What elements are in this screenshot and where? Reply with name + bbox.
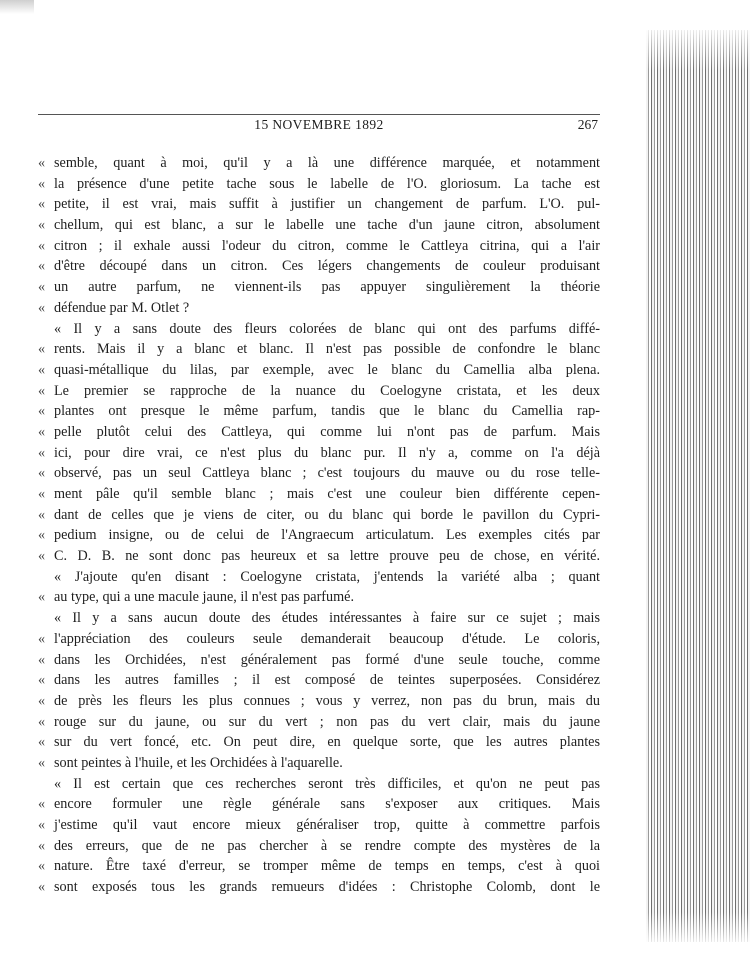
text-line <box>38 836 600 857</box>
quote-mark: « <box>38 299 46 316</box>
text-line <box>38 381 600 402</box>
quote-mark: « <box>38 630 46 647</box>
line-text: ment pâle qu'il semble blanc ; mais c'est une couleur bien différente cepen- <box>54 486 600 502</box>
quote-mark: « <box>38 754 46 771</box>
quote-mark: « <box>38 279 46 296</box>
quote-mark: « <box>38 672 46 689</box>
quote-mark: « <box>38 341 46 358</box>
quote-mark: « <box>38 817 46 833</box>
text-line <box>38 505 600 526</box>
quote-mark: « <box>38 713 46 730</box>
text-line <box>38 608 600 629</box>
line-text: j'estime qu'il vaut encore mieux généraliser trop, quitte à commettre parfois <box>54 817 600 833</box>
line-text: dant de celles que je viens de citer, ou du blanc qui borde le pavillon du Cypri- <box>54 506 600 523</box>
line-text: quasi-métallique du lilas, par exemple, avec le blanc du Camellia alba plena. <box>54 361 600 378</box>
running-head <box>38 114 600 139</box>
text-line <box>38 856 600 877</box>
text-line <box>38 256 600 277</box>
quote-mark: « <box>38 196 46 213</box>
quote-mark: « <box>38 403 46 420</box>
quote-mark: « <box>38 361 46 378</box>
text-line <box>38 443 600 464</box>
line-text: pedium insigne, ou de celui de l'Angraecum articulatum. Les exemples cités par <box>54 527 600 544</box>
line-text: rents. Mais il y a blanc et blanc. Il n'est pas possible de confondre le blanc <box>54 341 600 358</box>
text-line <box>38 732 600 753</box>
text-line <box>38 174 600 195</box>
text-line <box>38 422 600 443</box>
quote-mark: « <box>38 175 46 192</box>
quote-mark: « <box>38 237 46 254</box>
line-text: C. D. B. ne sont donc pas heureux et sa lettre prouve peu de chose, en vérité. <box>54 548 600 565</box>
line-text: au type, qui a une macule jaune, il n'est pas parfumé. <box>54 589 354 606</box>
text-line <box>38 277 600 298</box>
text-line <box>38 670 600 691</box>
text-body <box>38 153 600 898</box>
text-line <box>38 587 600 608</box>
text-line <box>38 360 600 381</box>
line-text: plantes ont presque le même parfum, tandis que le blanc du Camellia rap- <box>54 403 600 420</box>
line-text: pelle plutôt celui des Cattleya, qui comme lui n'ont pas de parfum. Mais <box>54 423 600 440</box>
line-text: « Il y a sans doute des fleurs colorées de blanc qui ont des parfums diffé- <box>54 320 600 337</box>
line-text: de près les fleurs les plus connues ; vous y verrez, non pas du brun, mais du <box>54 692 600 709</box>
line-text: observé, pas un seul Cattleya blanc ; c'est toujours du mauve ou du rose telle- <box>54 465 600 482</box>
text-line <box>38 650 600 671</box>
quote-mark: « <box>38 734 46 751</box>
line-text: la présence d'une petite tache sous le labelle de l'O. gloriosum. La tache est <box>54 175 600 192</box>
text-line <box>38 319 600 340</box>
line-text: Le premier se rapproche de la nuance du Coelogyne cristata, et les deux <box>54 382 600 399</box>
quote-mark: « <box>38 879 46 896</box>
quote-mark: « <box>38 444 46 461</box>
quote-mark: « <box>38 465 46 482</box>
line-text: d'être découpé dans un citron. Ces légers changements de couleur produisant <box>54 258 600 275</box>
book-page-edges <box>646 30 750 942</box>
line-text: sont exposés tous les grands remueurs d'idées : Christophe Colomb, dont le <box>54 879 600 896</box>
line-text: dans les Orchidées, n'est généralement pas formé d'une seule touche, comme <box>54 651 600 668</box>
quote-mark: « <box>38 692 46 709</box>
text-line <box>38 753 600 774</box>
running-head-title: 15 NOVEMBRE 1892 <box>254 117 384 132</box>
line-text: des erreurs, que de ne pas chercher à se rendre compte des mystères de la <box>54 837 600 854</box>
quote-mark: « <box>38 382 46 399</box>
text-line <box>38 567 600 588</box>
quote-mark: « <box>38 527 46 544</box>
text-line <box>38 339 600 360</box>
quote-mark: « <box>38 548 46 565</box>
line-text: ici, pour dire vrai, ce n'est plus du blanc pur. Il n'y a, comme on l'a déjà <box>54 444 600 461</box>
text-line <box>38 236 600 257</box>
quote-mark: « <box>38 589 46 606</box>
quote-mark: « <box>38 837 46 854</box>
line-text: un autre parfum, ne viennent-ils pas appuyer singulièrement la théorie <box>54 279 600 296</box>
line-text: sont peintes à l'huile, et les Orchidées à l'aquarelle. <box>54 754 343 771</box>
scan-corner-shadow <box>0 0 34 14</box>
line-text: défendue par M. Otlet ? <box>54 299 190 316</box>
line-text: « Il y a sans aucun doute des études intéressantes à faire sur ce sujet ; mais <box>54 610 600 627</box>
quote-mark: « <box>38 858 46 875</box>
text-line <box>38 691 600 712</box>
text-line <box>38 877 600 898</box>
line-text: « J'ajoute qu'en disant : Coelogyne cristata, j'entends la variété alba ; quant <box>54 568 600 585</box>
text-line <box>38 629 600 650</box>
text-line <box>38 401 600 422</box>
quote-mark: « <box>38 258 46 275</box>
text-line <box>38 153 600 174</box>
quote-mark: « <box>38 486 46 502</box>
line-text: l'appréciation des couleurs seule demanderait beaucoup d'étude. Le coloris, <box>54 630 600 647</box>
text-line <box>38 546 600 567</box>
quote-mark: « <box>38 506 46 523</box>
text-line <box>38 463 600 484</box>
text-line <box>38 298 600 319</box>
text-line <box>38 194 600 215</box>
text-line <box>38 815 600 836</box>
line-text: « Il est certain que ces recherches seront très difficiles, et qu'on ne peut pas <box>54 775 600 792</box>
text-line <box>38 712 600 733</box>
line-text: rouge sur du jaune, ou sur du vert ; non pas du vert clair, mais du jaune <box>54 713 600 730</box>
line-text: chellum, qui est blanc, a sur le labelle une tache d'un jaune citron, absolument <box>54 217 600 234</box>
quote-mark: « <box>38 796 46 813</box>
quote-mark: « <box>38 423 46 440</box>
page-number: 267 <box>577 117 598 132</box>
line-text: dans les autres familles ; il est composé de teintes superposées. Considérez <box>54 672 600 689</box>
line-text: nature. Être taxé d'erreur, se tromper même de temps en temps, c'est à quoi <box>54 858 600 875</box>
line-text: citron ; il exhale aussi l'odeur du citron, comme le Cattleya citrina, qui a l'air <box>54 237 600 254</box>
line-text: encore formuler une règle générale sans s'exposer aux critiques. Mais <box>54 796 600 813</box>
line-text: sur du vert foncé, etc. On peut dire, en quelque sorte, que les autres plantes <box>54 734 600 751</box>
quote-mark: « <box>38 651 46 668</box>
text-line <box>38 525 600 546</box>
text-line <box>38 215 600 236</box>
quote-mark: « <box>38 155 46 171</box>
quote-mark: « <box>38 217 46 234</box>
line-text: semble, quant à moi, qu'il y a là une différence marquée, et notamment <box>54 155 600 171</box>
text-line <box>38 774 600 795</box>
text-line <box>38 484 600 505</box>
text-line <box>38 794 600 815</box>
line-text: petite, il est vrai, mais suffit à justifier un changement de parfum. L'O. pul- <box>54 196 600 213</box>
book-page <box>38 114 600 898</box>
